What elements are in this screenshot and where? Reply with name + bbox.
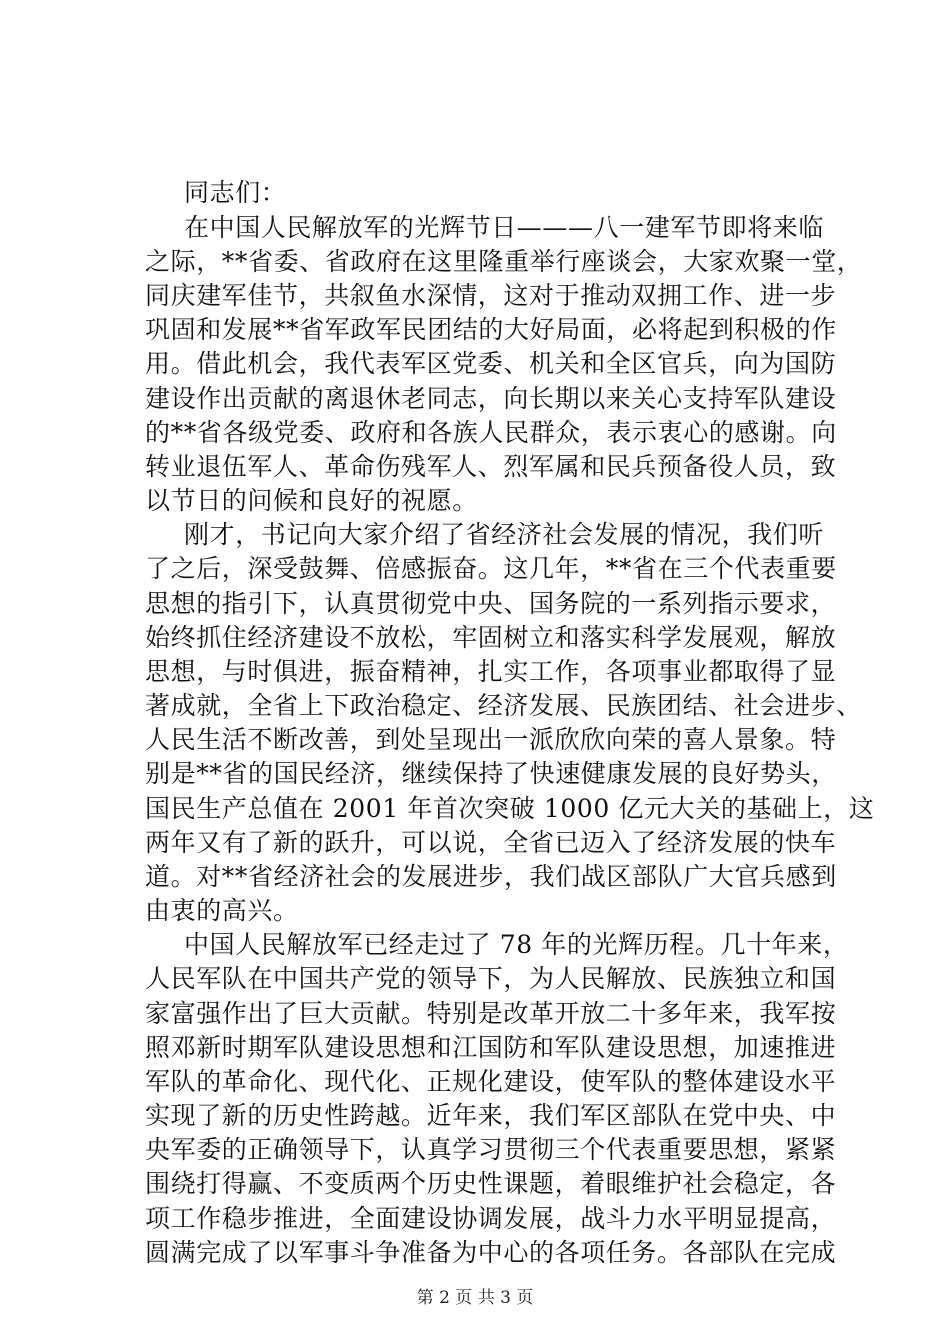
paragraph-line: 国民生产总值在 2001 年首次突破 1000 亿元大关的基础上，这 — [145, 794, 875, 823]
paragraph-line: 项工作稳步推进，全面建设协调发展，战斗力水平明显提高， — [145, 1204, 837, 1233]
paragraph-line: 家富强作出了巨大贡献。特别是改革开放二十多年来，我军按 — [145, 999, 837, 1028]
paragraph-line: 同庆建军佳节，共叙鱼水深情，这对于推动双拥工作、进一步 — [145, 281, 837, 310]
page-number: 第 2 页 共 3 页 — [416, 1288, 534, 1308]
salutation: 同志们： — [184, 178, 287, 207]
paragraph-line: 由衷的高兴。 — [145, 896, 299, 925]
paragraph-line: 人民生活不断改善，到处呈现出一派欣欣向荣的喜人景象。特 — [145, 725, 837, 754]
paragraph-line: 用。借此机会，我代表军区党委、机关和全区官兵，向为国防 — [145, 349, 837, 378]
paragraph-line: 央军委的正确领导下，认真学习贯彻三个代表重要思想，紧紧 — [145, 1135, 837, 1164]
paragraph-line: 思想，与时俱进，振奋精神，扎实工作，各项事业都取得了显 — [145, 657, 837, 686]
paragraph-line: 围绕打得赢、不变质两个历史性课题，着眼维护社会稳定，各 — [145, 1169, 837, 1198]
paragraph-line: 著成就，全省上下政治稳定、经济发展、民族团结、社会进步、 — [145, 691, 862, 720]
paragraph-line: 了之后，深受鼓舞、倍感振奋。这几年，**省在三个代表重要 — [145, 554, 837, 583]
paragraph-line: 思想的指引下，认真贯彻党中央、国务院的一系列指示要求， — [145, 589, 837, 618]
paragraph-line: 巩固和发展**省军政军民团结的大好局面，必将起到积极的作 — [145, 315, 837, 344]
paragraph-line: 以节日的问候和良好的祝愿。 — [145, 486, 478, 515]
paragraph-line: 建设作出贡献的离退休老同志，向长期以来关心支持军队建设 — [145, 384, 837, 413]
paragraph-line: 在中国人民解放军的光辉节日———八一建军节即将来临 — [184, 213, 825, 242]
paragraph-line: 始终抓住经济建设不放松，牢固树立和落实科学发展观，解放 — [145, 623, 837, 652]
paragraph-line: 刚才，书记向大家介绍了省经济社会发展的情况，我们听 — [184, 520, 825, 549]
paragraph-line: 之际，**省委、省政府在这里隆重举行座谈会，大家欢聚一堂， — [145, 247, 863, 276]
paragraph-line: 军队的革命化、现代化、正规化建设，使军队的整体建设水平 — [145, 1067, 837, 1096]
paragraph-line: 照邓新时期军队建设思想和江国防和军队建设思想，加速推进 — [145, 1033, 837, 1062]
paragraph-line: 两年又有了新的跃升，可以说，全省已迈入了经济发展的快车 — [145, 828, 837, 857]
paragraph-line: 别是**省的国民经济，继续保持了快速健康发展的良好势头， — [145, 759, 837, 788]
paragraph-line: 中国人民解放军已经走过了 78 年的光辉历程。几十年来， — [184, 930, 849, 959]
paragraph-line: 道。对**省经济社会的发展进步，我们战区部队广大官兵感到 — [145, 862, 837, 891]
paragraph-line: 人民军队在中国共产党的领导下，为人民解放、民族独立和国 — [145, 964, 837, 993]
paragraph-line: 实现了新的历史性跨越。近年来，我们军区部队在党中央、中 — [145, 1101, 837, 1130]
paragraph-line: 转业退伍军人、革命伤残军人、烈军属和民兵预备役人员，致 — [145, 452, 837, 481]
paragraph-line: 的**省各级党委、政府和各族人民群众，表示衷心的感谢。向 — [145, 418, 837, 447]
paragraph-line: 圆满完成了以军事斗争准备为中心的各项任务。各部队在完成 — [145, 1238, 837, 1267]
